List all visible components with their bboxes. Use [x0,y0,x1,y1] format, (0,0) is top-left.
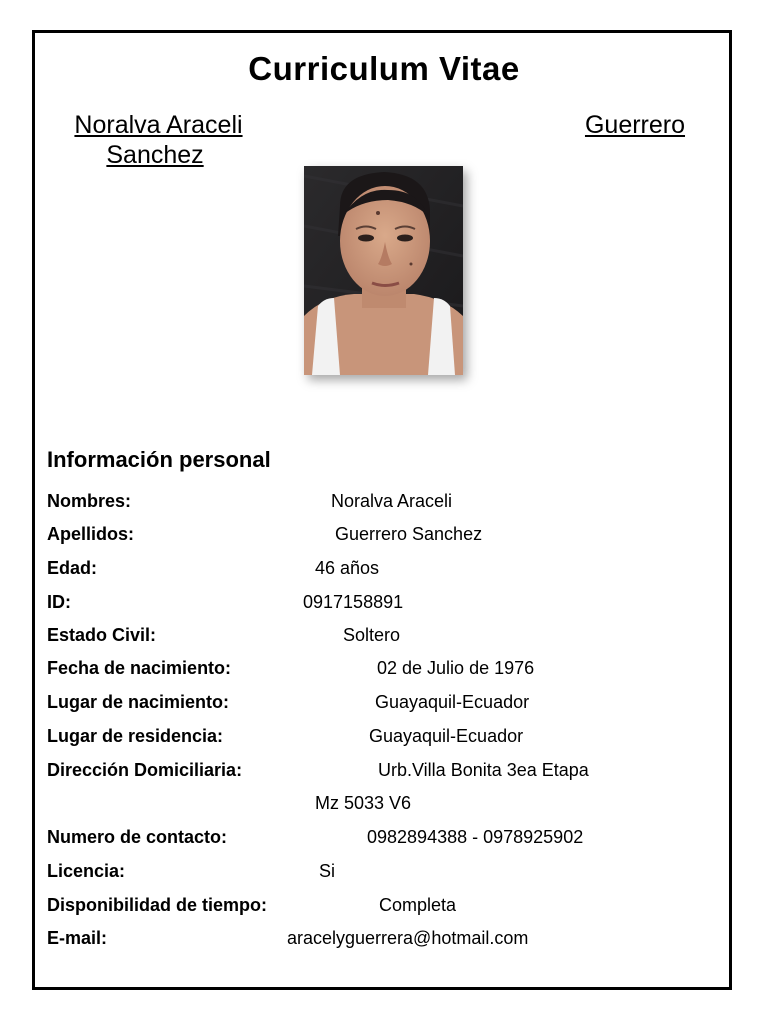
info-label: Fecha de nacimiento: [47,658,232,678]
profile-photo [304,166,463,375]
info-label: Lugar de nacimiento: [47,692,230,712]
second-surname-text: Sanchez [106,141,204,169]
info-label: Disponibilidad de tiempo: [47,895,267,915]
info-value: 02 de Julio de 1976 [377,658,535,678]
document-title: Curriculum Vitae [248,50,520,87]
info-label: E-mail: [47,928,108,948]
info-value: Guayaquil-Ecuador [375,692,530,712]
info-label: Lugar de residencia: [47,726,224,746]
info-label: Apellidos: [47,524,135,544]
info-label: Nombres: [47,491,132,511]
info-value: Noralva Araceli [331,491,453,511]
section-heading-personal-info: Información personal [47,447,271,472]
info-label: Estado Civil: [47,625,157,645]
info-label: Numero de contacto: [47,827,228,847]
info-label: Licencia: [47,861,126,881]
info-value: Guerrero Sanchez [335,524,483,544]
info-value: 0982894388 - 0978925902 [367,827,584,847]
first-names-text: Noralva Araceli [74,111,243,139]
email-value: aracelyguerrera@hotmail.com [287,928,529,948]
info-value: Soltero [343,625,401,645]
info-value: Si [319,861,336,881]
info-value: 46 años [315,558,380,578]
info-label: Edad: [47,558,98,578]
name-block-right [560,110,710,140]
portrait-image [304,166,463,375]
info-value: 0917158891 [303,592,404,612]
info-label: ID: [47,592,71,612]
info-value: Guayaquil-Ecuador [369,726,524,746]
info-value: Urb.Villa Bonita 3ea Etapa [378,760,589,780]
info-value: Completa [379,895,457,915]
info-value: Mz 5033 V6 [315,793,412,813]
first-surname-text: Guerrero [584,111,686,139]
info-label: Dirección Domiciliaria: [47,760,243,780]
name-block-left [46,110,271,170]
